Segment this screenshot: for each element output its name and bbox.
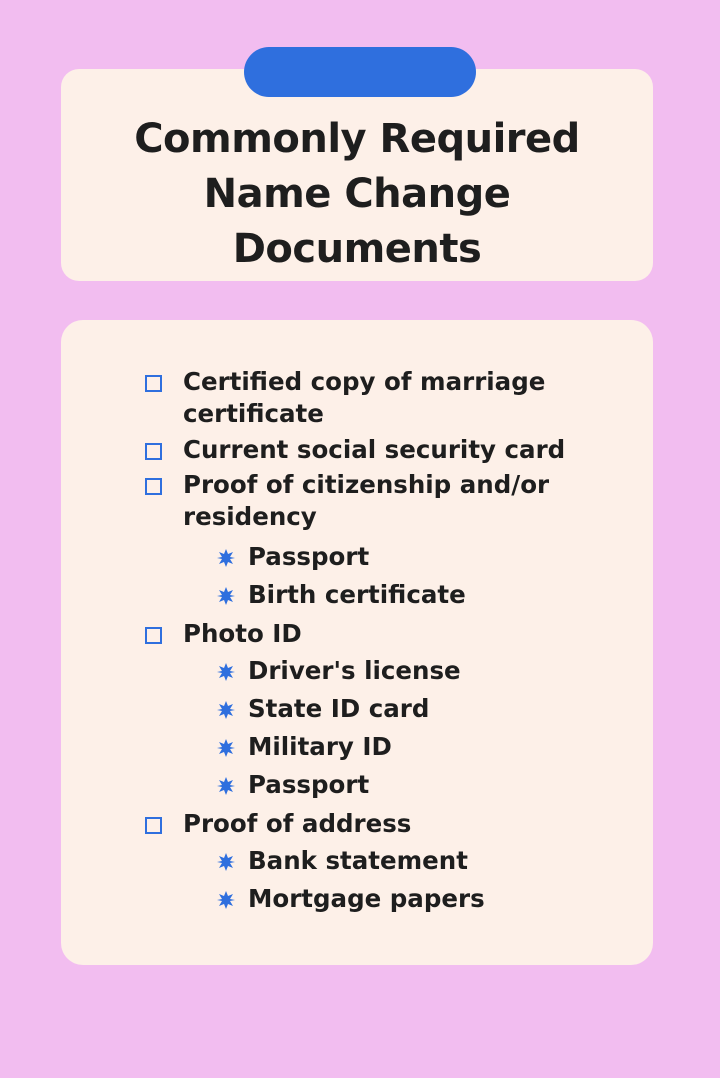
star-burst-icon	[216, 776, 236, 796]
title-line-1: Commonly Required	[134, 116, 580, 162]
list-item	[183, 469, 603, 533]
star-burst-icon	[216, 852, 236, 872]
list-item-line: residency	[183, 502, 317, 531]
list-item-line: Certified copy of marriage	[183, 367, 546, 396]
list-subitem: Mortgage papers	[248, 884, 485, 913]
star-burst-icon	[216, 548, 236, 568]
list-subitem: State ID card	[248, 694, 430, 723]
checkbox-square-icon	[145, 627, 162, 644]
title-tab-decoration	[244, 47, 476, 97]
list-item-line: Current social security card	[183, 435, 566, 464]
star-burst-icon	[216, 890, 236, 910]
checkbox-square-icon	[145, 443, 162, 460]
list-subitem: Passport	[248, 542, 370, 571]
star-burst-icon	[216, 586, 236, 606]
list-subitem: Military ID	[248, 732, 392, 761]
list-item	[183, 434, 603, 466]
list-item-line: Proof of citizenship and/or	[183, 470, 550, 499]
list-subitem: Passport	[248, 770, 370, 799]
star-burst-icon	[216, 738, 236, 758]
checkbox-square-icon	[145, 817, 162, 834]
checkbox-square-icon	[145, 375, 162, 392]
star-burst-icon	[216, 700, 236, 720]
star-burst-icon	[216, 662, 236, 682]
list-item	[183, 366, 603, 430]
list-item-line: Photo ID	[183, 619, 302, 648]
title-line-3: Documents	[232, 226, 482, 272]
list-subitem: Driver's license	[248, 656, 461, 685]
list-subitem: Birth certificate	[248, 580, 466, 609]
list-item	[183, 618, 603, 650]
page-title	[61, 112, 653, 277]
list-subitem: Bank statement	[248, 846, 468, 875]
list-item-line: Proof of address	[183, 809, 412, 838]
title-line-2: Name Change	[203, 171, 511, 217]
checkbox-square-icon	[145, 478, 162, 495]
list-item	[183, 808, 603, 840]
list-item-line: certificate	[183, 399, 324, 428]
